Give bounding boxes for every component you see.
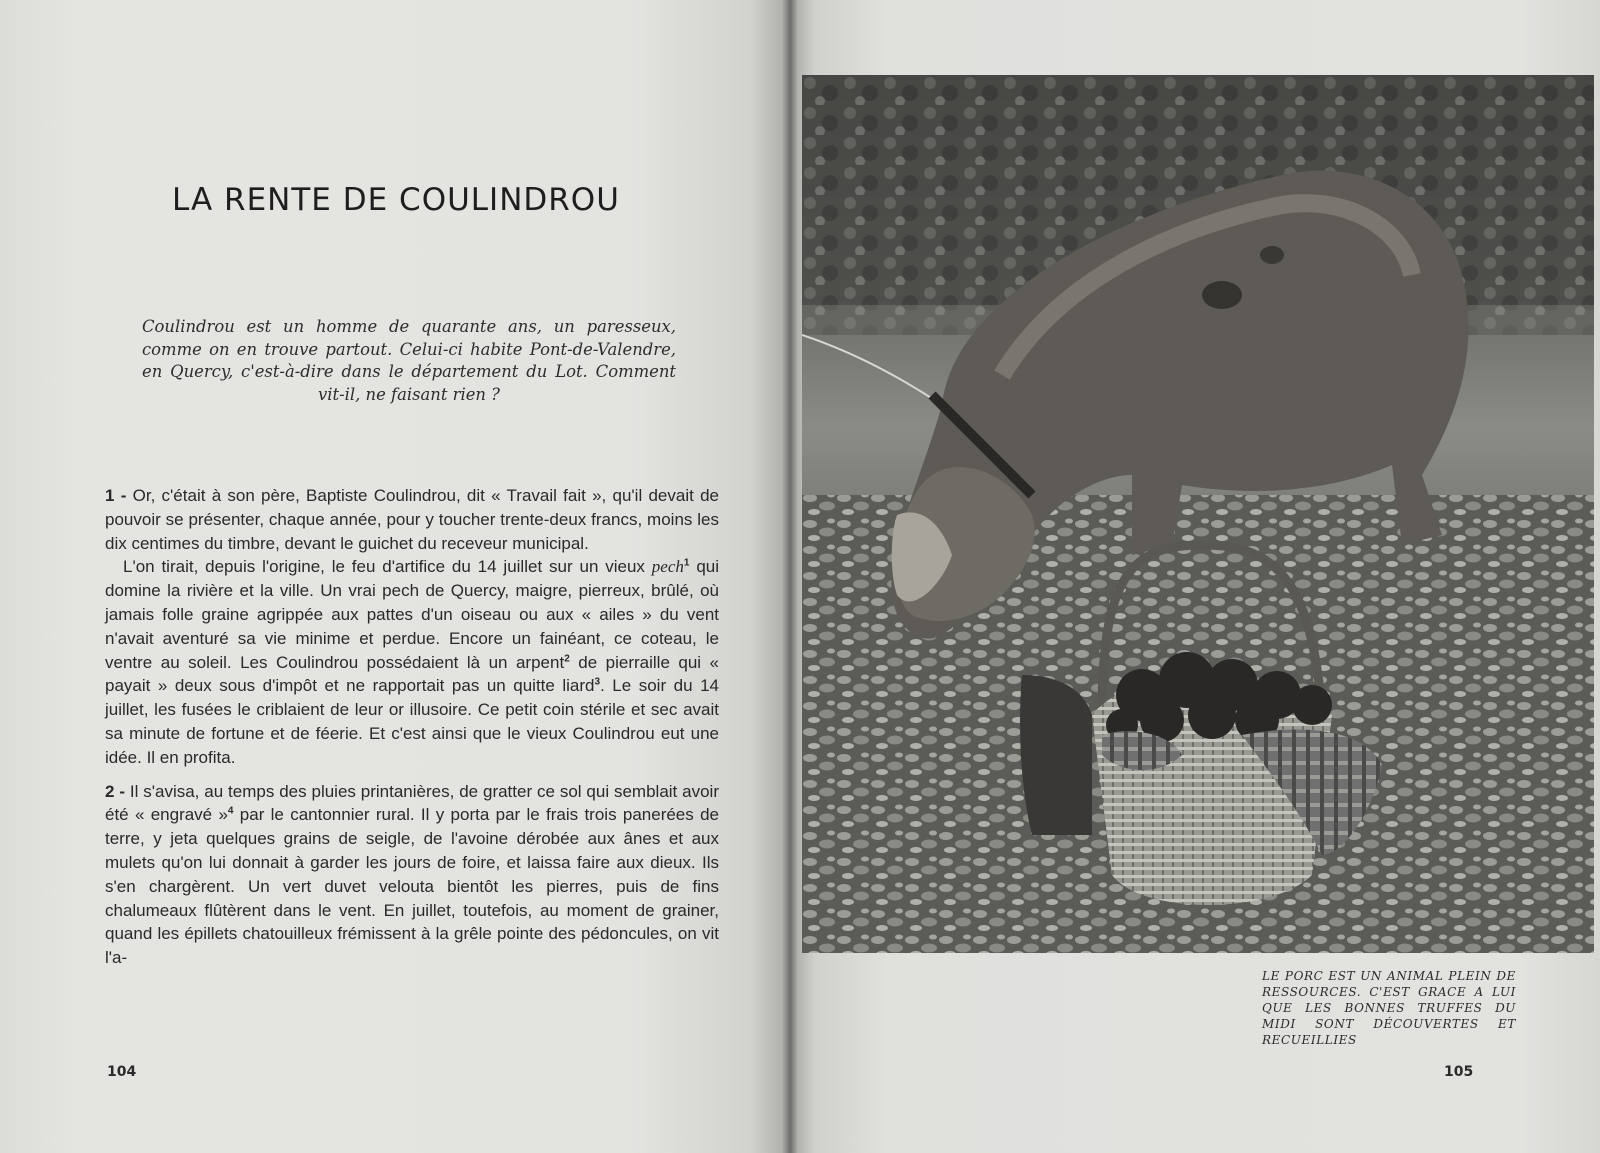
pig-truffle-photo	[802, 75, 1594, 953]
paragraph-text: qui domine la rivière et la ville. Un vrai pech de Quercy, maigre, pierreux, brûlé, où jamais folle graine agrippée aux pattes d'un oiseau ou aux « ailes » du vent n'avait aventuré sa vie minime et perdue. Encore un fainéant, ce coteau, le ventre au soleil. Les Coulindrou possédaient là un arpent	[105, 557, 719, 672]
footnote-ref: 3	[594, 676, 601, 688]
paragraph-text: Or, c'était à son père, Baptiste Coulindrou, dit « Travail fait », qu'il devait de pouvoir se présenter, chaque année, pour y toucher trente-deux francs, moins les dix centimes du timbre, devant le guichet du receveur municipal.	[105, 486, 720, 553]
paragraph-number: 1 -	[105, 486, 127, 505]
paragraph-text: Il s'avisa, au temps des pluies printanières, de gratter ce sol qui semblait avoir été « engravé »	[105, 781, 719, 825]
paragraph-text: par le cantonnier rural. Il y porta par le frais trois panerées de terre, y jeta quelques grains de seigle, de l'avoine dérobée aux ânes et aux mulets qu'on lui donnait à garder les jours de foire, et laissa faire aux dieux. Ils s'en chargèrent. Un vert duvet velouta bientôt les pierres, puis de fins chalumeaux flûtèrent dans le vent. En juillet, toutefois, au moment de grainer, quand les épillets chatouilleux frémissent à la grêle pointe des pédoncules, on vit l'a-	[105, 805, 719, 968]
page-number-right: 105	[1444, 1064, 1474, 1080]
paragraph-number: 2 -	[105, 781, 125, 801]
paragraph-text: . Le soir du 14 juillet, les fusées le criblaient de leur or illusoire. Ce petit coin stérile et sec avait sa minute de fortune et de féerie. Et c'est ainsi que le vieux Coulindrou eut une idée. Il en profita.	[105, 676, 719, 767]
page-number-left: 104	[107, 1064, 137, 1080]
chapter-title: LA RENTE DE COULINDROU	[172, 182, 620, 218]
body-text	[105, 484, 719, 980]
paragraph-2	[105, 555, 719, 769]
paragraph-3	[105, 780, 719, 970]
left-page	[0, 0, 790, 1153]
photo-caption: LE PORC EST UN ANIMAL PLEIN DE RESSOURCES. C'EST GRACE A LUI QUE LES BONNES TRUFFES DU MIDI SONT DÉCOUVERTES ET RECUEILLIES	[1262, 969, 1516, 1047]
paragraph-text: de pierraille qui « payait » deux sous d'impôt et ne rapportait pas un quitte liard	[105, 652, 720, 696]
footnote-ref: 1	[683, 557, 690, 569]
paragraph-text: L'on tirait, depuis l'origine, le feu d'artifice du 14 juillet sur un vieux	[123, 557, 645, 577]
paragraph-1	[105, 484, 719, 555]
italic-word: pech	[651, 557, 684, 577]
footnote-ref: 2	[564, 652, 570, 664]
intro-paragraph: Coulindrou est un homme de quarante ans, un paresseux, comme on en trouve partout. Celui-ci habite Pont-de-Valendre, en Quercy, c'est-à-dire dans le département du Lot. Comment vit-il, ne faisant rien ?	[142, 317, 676, 404]
book-gutter	[782, 0, 798, 1153]
footnote-ref: 4	[227, 805, 234, 817]
